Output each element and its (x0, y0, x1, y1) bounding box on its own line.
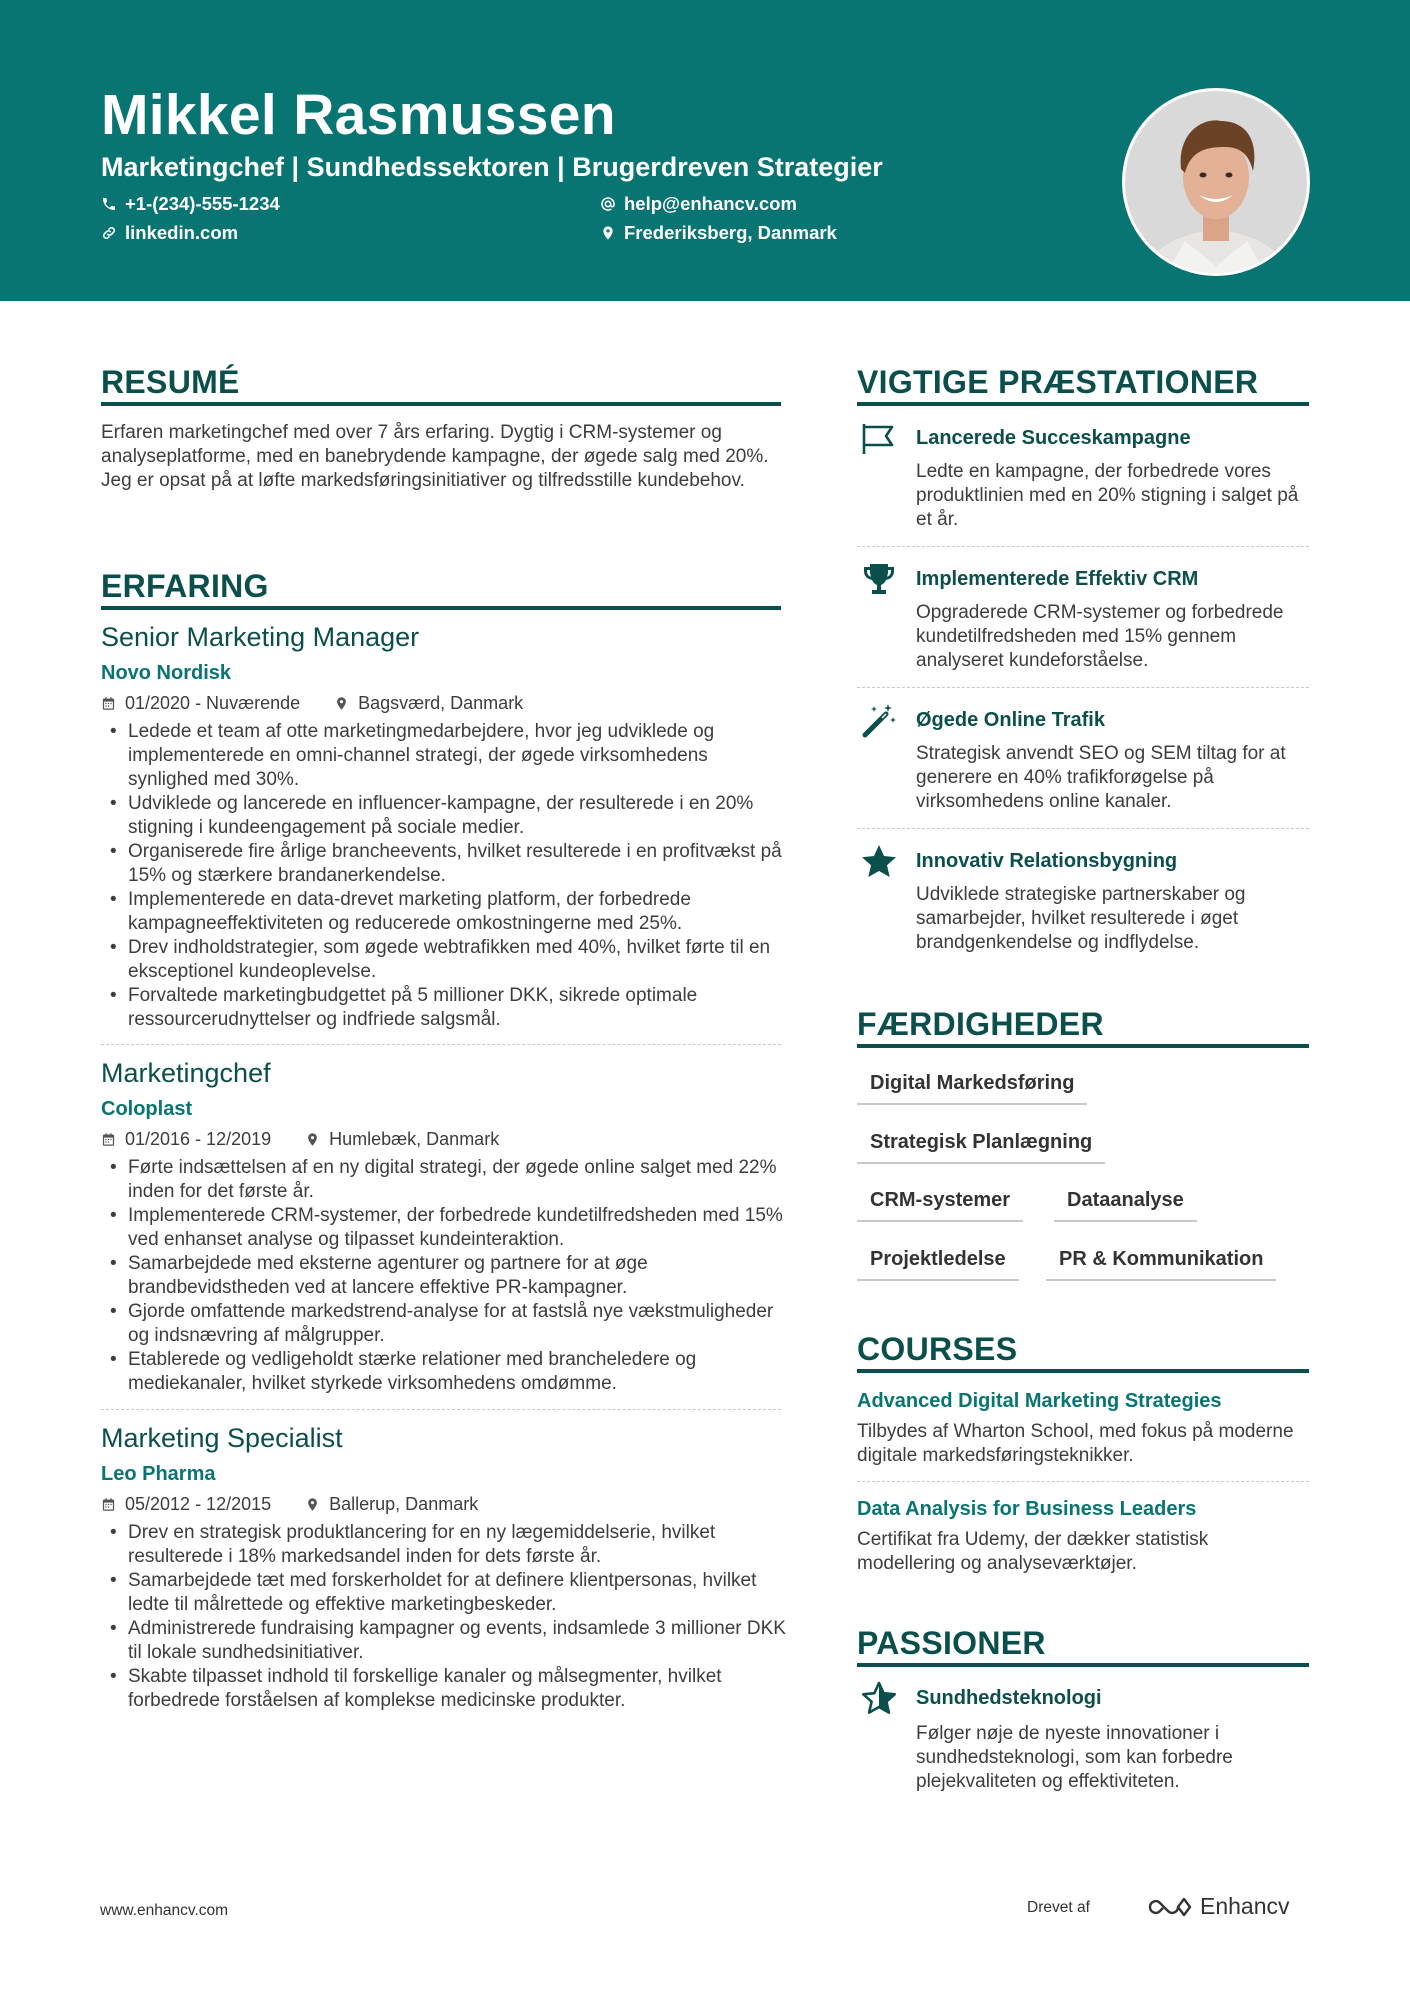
location-pin-icon (600, 225, 616, 241)
passion-title: Sundhedsteknologi (916, 1687, 1102, 1709)
profile-photo (1122, 88, 1310, 276)
list-item: • Førte indsættelsen af en ny digital strategi, der øgede online salget med 22% inden for det første år. (101, 1156, 791, 1204)
job-company: Novo Nordisk (101, 662, 232, 684)
job-bullets (101, 1156, 791, 1396)
list-item: • Drev indholdstrategier, som øgede webtrafikken med 40%, hvilket førte til en eksceptionel kundeoplevelse. (101, 936, 791, 984)
list-item: • Ledede et team af otte marketingmedarbejdere, hvor jeg udviklede og implementerede en omni-channel strategi, der øgede virksomhedens synlighed med 30%. (101, 720, 791, 792)
job-bullets (101, 720, 791, 1032)
list-item: • Drev en strategisk produktlancering for en ny lægemiddelserie, hvilket resulterede i 18% markedsandel inden for dets første år. (101, 1521, 791, 1569)
job-dates: 01/2016 - 12/2019 (125, 1129, 272, 1149)
course-separator (857, 1481, 1309, 1482)
job-meta (101, 1129, 533, 1150)
location-pin-icon (334, 696, 349, 711)
achievement-separator (857, 546, 1309, 547)
summary-text: Erfaren marketingchef med over 7 års erfaring. Dygtig i CRM-systemer og analyseplatforme, med en banebrydende kampagne, der øgede salg med 20%. Jeg er opsat på at løfte markedsføringsinitiativer og tilfredsstille kundebehov. (101, 422, 769, 491)
passions-heading: PASSIONER (857, 1625, 1046, 1661)
phone-icon (101, 196, 117, 212)
list-item: • Udviklede og lancerede en influencer-kampagne, der resulterede i en 20% stigning i kundeengagement på sociale medier. (101, 792, 791, 840)
job-separator (101, 1044, 781, 1045)
achievement-text: Strategisk anvendt SEO og SEM tiltag for at generere en 40% trafikforøgelse på virksomhedens online kanaler. (916, 743, 1286, 812)
skills-divider (857, 1044, 1309, 1048)
calendar-icon (101, 1132, 116, 1147)
location-contact (600, 222, 837, 244)
magic-wand-icon (860, 702, 898, 740)
achievements-divider (857, 402, 1309, 406)
course-text: Tilbydes af Wharton School, med fokus på moderne digitale markedsføringsteknikker. (857, 1421, 1294, 1466)
linkedin-contact[interactable] (101, 222, 238, 244)
footer-website[interactable]: www.enhancv.com (100, 1902, 229, 1919)
job-dates: 05/2012 - 12/2015 (125, 1494, 272, 1514)
job-title: Senior Marketing Manager (101, 622, 420, 652)
job-location: Humlebæk, Danmark (329, 1129, 500, 1149)
achievements-heading: VIGTIGE PRÆSTATIONER (857, 364, 1259, 400)
location-text: Frederiksberg, Danmark (624, 222, 837, 243)
star-outline-icon (860, 1680, 898, 1718)
experience-divider (101, 606, 781, 610)
link-icon (101, 225, 117, 241)
at-icon (600, 196, 616, 212)
email-text: help@enhancv.com (624, 193, 797, 214)
list-item: • Administrerede fundraising kampagner og events, indsamlede 3 millioner DKK til lokale sundhedsinitiativer. (101, 1617, 791, 1665)
skill-tag: CRM-systemer (857, 1189, 1023, 1222)
job-meta (101, 693, 557, 714)
star-icon (860, 843, 898, 881)
list-item: • Organiserede fire årlige brancheevents, hvilket resulterede i en profitvækst på 15% og stærkere brandanerkendelse. (101, 840, 791, 888)
candidate-tagline: Marketingchef | Sundhedssektoren | Brugerdreven Strategier (101, 152, 883, 182)
job-separator (101, 1409, 781, 1410)
achievement-title: Øgede Online Trafik (916, 709, 1105, 731)
phone-text: +1-(234)-555-1234 (125, 193, 280, 214)
job-company: Coloplast (101, 1098, 193, 1120)
list-item: • Samarbejdede tæt med forskerholdet for at definere klientpersonas, hvilket ledte til målrettede og effektive marketingbeskeder. (101, 1569, 791, 1617)
passions-divider (857, 1663, 1309, 1667)
skills-heading: FÆRDIGHEDER (857, 1006, 1104, 1042)
location-pin-icon (305, 1132, 320, 1147)
list-item: • Gjorde omfattende markedstrend-analyse for at fastslå nye vækstmuligheder og indsnævring af målgrupper. (101, 1300, 791, 1348)
achievement-title: Lancerede Succeskampagne (916, 427, 1191, 449)
summary-heading: RESUMÉ (101, 364, 240, 400)
list-item: • Implementerede CRM-systemer, der forbedrede kundetilfredsheden med 15% ved enhanset analyse og tilpasset kundeinteraktion. (101, 1204, 791, 1252)
list-item: • Etablerede og vedligeholdt stærke relationer med brancheledere og mediekanaler, hvilket styrkede virksomhedens omdømme. (101, 1348, 791, 1396)
achievement-separator (857, 687, 1309, 688)
job-dates: 01/2020 - Nuværende (125, 693, 301, 713)
skill-tag: PR & Kommunikation (1046, 1248, 1276, 1281)
experience-heading: ERFARING (101, 568, 269, 604)
courses-heading: COURSES (857, 1331, 1018, 1367)
job-bullets (101, 1521, 791, 1713)
job-location: Bagsværd, Danmark (358, 693, 524, 713)
summary-divider (101, 402, 781, 406)
course-text: Certifikat fra Udemy, der dækker statistisk modellering og analyseværktøjer. (857, 1529, 1209, 1574)
job-title: Marketingchef (101, 1058, 271, 1088)
achievement-title: Innovativ Relationsbygning (916, 850, 1178, 872)
achievement-text: Udviklede strategiske partnerskaber og samarbejder, hvilket resulterede i øget brandgenkendelse og indflydelse. (916, 884, 1246, 953)
skill-tag: Dataanalyse (1054, 1189, 1197, 1222)
candidate-name: Mikkel Rasmussen (101, 83, 616, 147)
courses-divider (857, 1369, 1309, 1373)
job-company: Leo Pharma (101, 1463, 216, 1485)
job-location: Ballerup, Danmark (329, 1494, 479, 1514)
enhancv-logo[interactable] (1146, 1893, 1290, 1920)
list-item: • Samarbejdede med eksterne agenturer og partnere for at øge brandbevidstheden ved at lancere effektive PR-kampagner. (101, 1252, 791, 1300)
skill-tag: Projektledelse (857, 1248, 1019, 1281)
calendar-icon (101, 1497, 116, 1512)
job-meta (101, 1494, 512, 1515)
location-pin-icon (305, 1497, 320, 1512)
skill-tag: Digital Markedsføring (857, 1072, 1087, 1105)
footer-powered-by: Drevet af (1027, 1899, 1090, 1916)
flag-icon (860, 420, 898, 458)
list-item: • Skabte tilpasset indhold til forskellige kanaler og målsegmenter, hvilket forbedrede forståelsen af komplekse medicinske produkter. (101, 1665, 791, 1713)
list-item: • Forvaltede marketingbudgettet på 5 millioner DKK, sikrede optimale ressourcerudnyttelser og indfriede salgsmål. (101, 984, 791, 1032)
achievement-title: Implementerede Effektiv CRM (916, 568, 1199, 590)
passion-text: Følger nøje de nyeste innovationer i sundhedsteknologi, som kan forbedre plejekvaliteten og effektiviteten. (916, 1723, 1233, 1792)
email-contact[interactable] (600, 193, 797, 215)
job-title: Marketing Specialist (101, 1423, 343, 1453)
list-item: • Implementerede en data-drevet marketing platform, der forbedrede kampagneeffektiviteten og reducerede omkostningerne med 25%. (101, 888, 791, 936)
achievement-text: Opgraderede CRM-systemer og forbedrede kundetilfredsheden med 15% gennem analyseret kundeforståelse. (916, 602, 1284, 671)
trophy-icon (860, 561, 898, 599)
achievement-separator (857, 828, 1309, 829)
achievement-text: Ledte en kampagne, der forbedrede vores produktlinien med en 20% stigning i salget på et år. (916, 461, 1299, 530)
enhancv-logo-text: Enhancv (1200, 1893, 1290, 1919)
linkedin-text: linkedin.com (125, 222, 239, 243)
enhancv-logo-icon (1146, 1895, 1192, 1919)
skill-tag: Strategisk Planlægning (857, 1131, 1105, 1164)
course-title: Advanced Digital Marketing Strategies (857, 1390, 1222, 1412)
header-banner (0, 0, 1410, 301)
calendar-icon (101, 696, 116, 711)
phone-contact[interactable] (101, 193, 280, 215)
course-title: Data Analysis for Business Leaders (857, 1498, 1197, 1520)
